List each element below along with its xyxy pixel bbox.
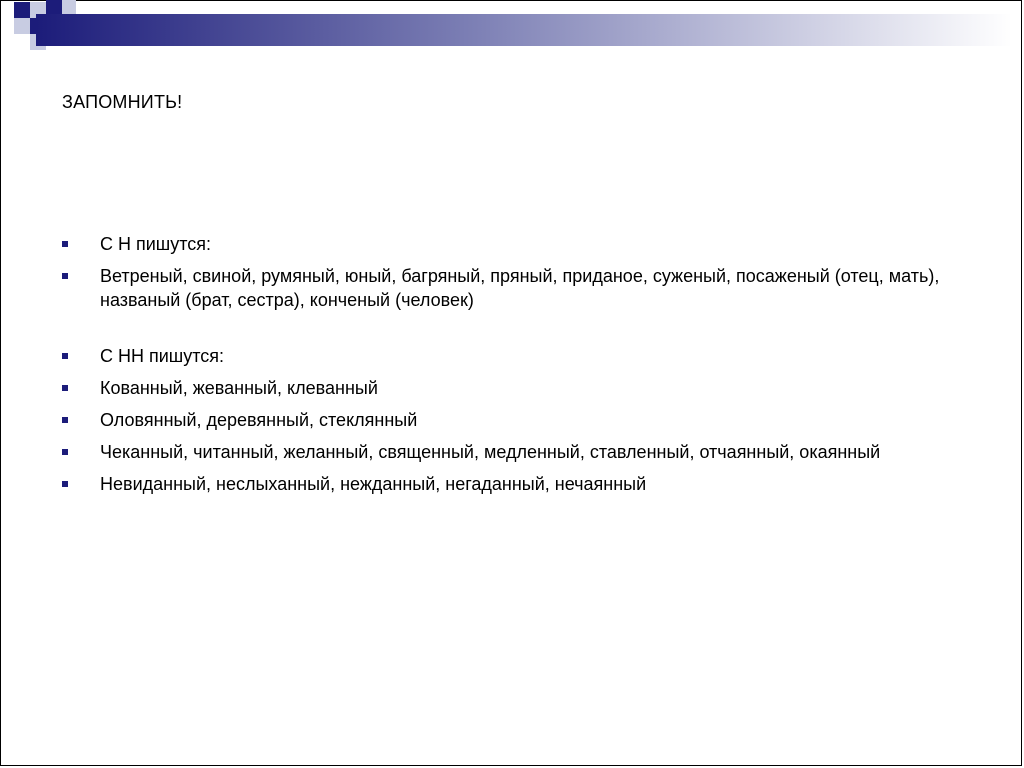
list-item bbox=[62, 264, 962, 312]
slide-title: ЗАПОМНИТЬ! bbox=[62, 92, 183, 112]
header-gradient-bar bbox=[36, 14, 1012, 46]
list-item-text: С Н пишутся: bbox=[100, 234, 212, 254]
bullet-square-icon bbox=[62, 353, 68, 359]
list-item-text: С НН пишутся: bbox=[100, 346, 225, 366]
list-item bbox=[62, 472, 962, 496]
bullet-list bbox=[62, 232, 962, 496]
list-item-text: Ветреный, свиной, румяный, юный, багряный, пряный, приданое, суженый, посаженый (отец, мать), названый (брат, сестра), конченый (человек) bbox=[100, 266, 940, 310]
bullet-square-icon bbox=[62, 385, 68, 391]
list-item bbox=[62, 232, 962, 256]
bullet-square-icon bbox=[62, 273, 68, 279]
list-item bbox=[62, 408, 962, 432]
list-item-text: Чеканный, читанный, желанный, священный, медленный, ставленный, отчаянный, окаянный bbox=[100, 442, 881, 462]
list-item-text: Кованный, жеванный, клеванный bbox=[100, 378, 378, 398]
list-item-text: Оловянный, деревянный, стеклянный bbox=[100, 410, 418, 430]
bullet-square-icon bbox=[62, 241, 68, 247]
list-item-text: Невиданный, неслыханный, нежданный, негаданный, нечаянный bbox=[100, 474, 647, 494]
list-item bbox=[62, 376, 962, 400]
bullet-square-icon bbox=[62, 417, 68, 423]
bullet-square-icon bbox=[62, 449, 68, 455]
list-item bbox=[62, 440, 962, 464]
list-item bbox=[62, 344, 962, 368]
bullet-square-icon bbox=[62, 481, 68, 487]
